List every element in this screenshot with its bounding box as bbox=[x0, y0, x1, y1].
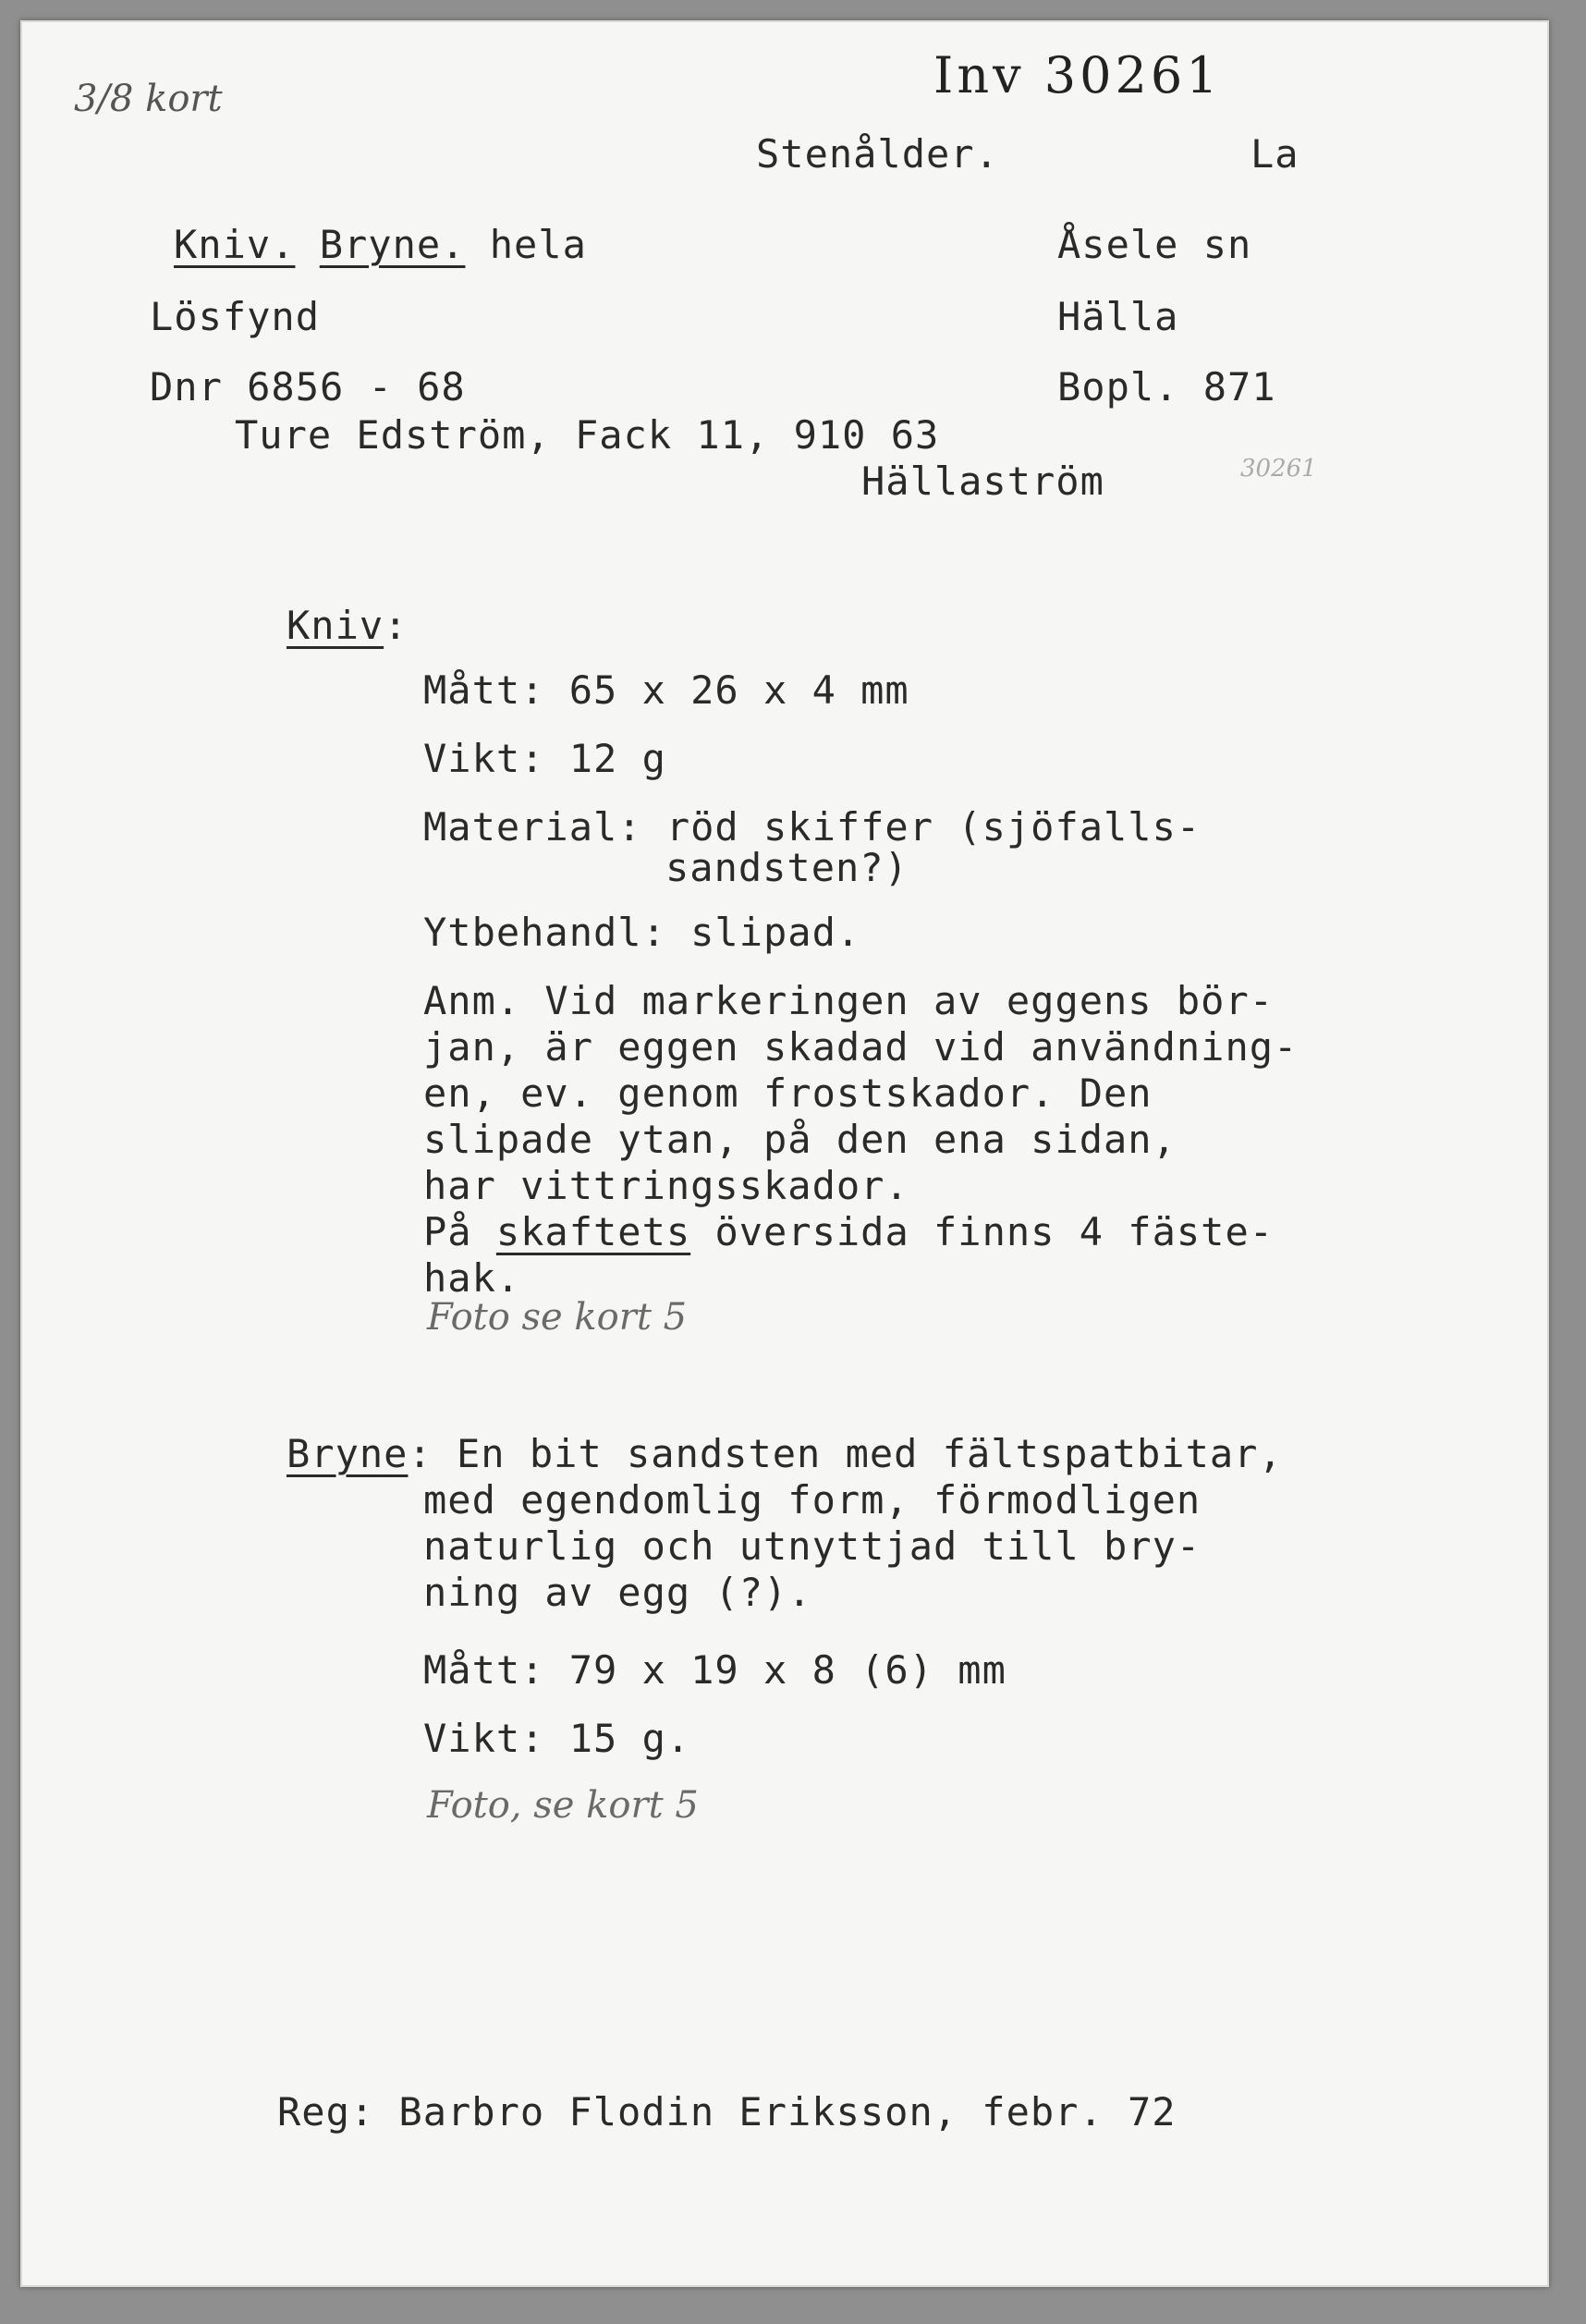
finder-line-1: Ture Edström, Fack 11, 910 63 bbox=[235, 412, 940, 458]
find-type: Lösfynd bbox=[150, 294, 321, 339]
bryne-heading: Bryne: En bit sandsten med fältspatbitar, bbox=[287, 1431, 1283, 1476]
object-type-bryne: Bryne. bbox=[319, 222, 466, 267]
object-type-kniv: Kniv. bbox=[174, 222, 296, 267]
parish: Åsele sn bbox=[1057, 222, 1252, 267]
kniv-heading: Kniv: bbox=[287, 603, 409, 648]
kniv-details bbox=[423, 667, 1298, 1302]
dnr: Dnr 6856 - 68 bbox=[150, 364, 466, 410]
bryne-desc-4: ning av egg (?). bbox=[423, 1570, 812, 1615]
inventory-number: Inv 30261 bbox=[933, 46, 1222, 104]
registration: Reg: Barbro Flodin Eriksson, febr. 72 bbox=[277, 2089, 1177, 2134]
kniv-anm-4: slipade ytan, på den ena sidan, bbox=[423, 1117, 1177, 1162]
catalog-card bbox=[20, 20, 1549, 2287]
kniv-material-1: Material: röd skiffer (sjöfalls- bbox=[423, 804, 1202, 850]
object-types bbox=[174, 222, 587, 268]
bryne-vikt: Vikt: 15 g. bbox=[423, 1716, 691, 1761]
settlement: Bopl. 871 bbox=[1057, 364, 1276, 410]
pencil-number: 30261 bbox=[1240, 455, 1317, 483]
kniv-anm-2: jan, är eggen skadad vid användning- bbox=[423, 1024, 1299, 1070]
region: La bbox=[1250, 131, 1299, 177]
kniv-vikt: Vikt: 12 g bbox=[423, 736, 666, 781]
bryne-desc-3: naturlig och utnyttjad till bry- bbox=[423, 1523, 1202, 1569]
finder-line-2: Hällaström bbox=[861, 459, 1104, 504]
kniv-matt: Mått: 65 x 26 x 4 mm bbox=[423, 667, 909, 713]
period: Stenålder. bbox=[756, 131, 999, 177]
site: Hälla bbox=[1057, 294, 1179, 339]
card-count-note: 3/8 kort bbox=[74, 78, 223, 120]
bryne-desc-2: med egendomlig form, förmodligen bbox=[423, 1477, 1202, 1523]
kniv-ytbehandl: Ytbehandl: slipad. bbox=[423, 910, 861, 955]
bryne-details bbox=[423, 1477, 1201, 1762]
kniv-anm-6: På skaftets översida finns 4 fäste- bbox=[423, 1209, 1275, 1254]
kniv-material-2: sandsten?) bbox=[665, 845, 909, 890]
object-condition: hela bbox=[465, 222, 587, 267]
kniv-anm-1: Anm. Vid markeringen av eggens bör- bbox=[423, 978, 1275, 1023]
kniv-anm-7: hak. bbox=[423, 1255, 521, 1301]
foto-note-2: Foto, se kort 5 bbox=[427, 1784, 699, 1827]
bryne-matt: Mått: 79 x 19 x 8 (6) mm bbox=[423, 1647, 1006, 1693]
foto-note-1: Foto se kort 5 bbox=[427, 1296, 688, 1339]
kniv-anm-5: har vittringsskador. bbox=[423, 1163, 909, 1208]
kniv-anm-3: en, ev. genom frostskador. Den bbox=[423, 1070, 1153, 1116]
